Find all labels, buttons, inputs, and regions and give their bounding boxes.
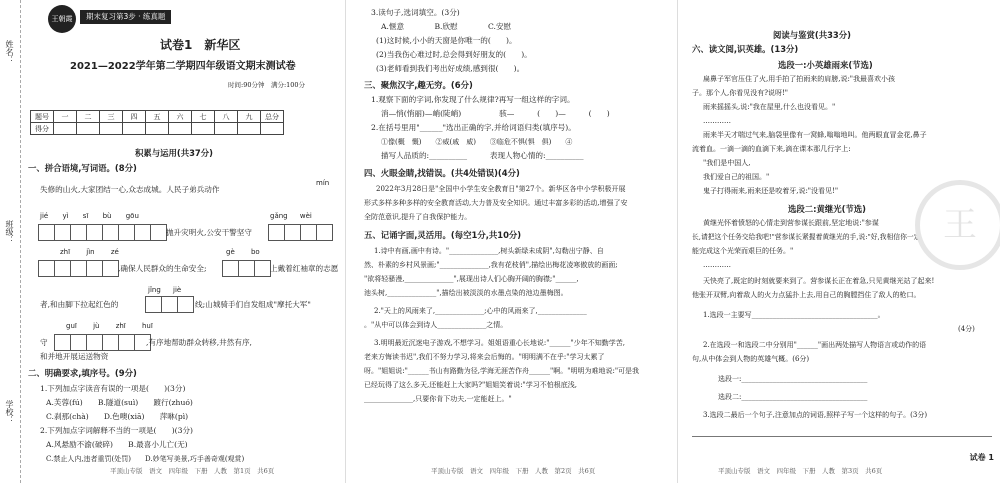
reading-1-line4: 雨来半天才喘过气来,脑袋里像有一窝蜂,嗡嗡地叫。他两眼直冒金花,鼻子 <box>703 131 927 139</box>
q6-3b: 老来方悔读书迟",我们不努力学习,将来会后悔的。"明明满不在乎:"学习太累了 <box>364 353 605 361</box>
reading-2-line5: 他张开双臂,向着敌人的火力点猛扑上去,用自己的胸膛挡住了敌人的枪口。 <box>692 291 921 299</box>
score-cell[interactable] <box>54 123 77 135</box>
section-five-title: 五、记诵字面,灵活用。(每空1分,共10分) <box>364 230 522 240</box>
q2-2-options-b: C.禁止人内,违者重罚(处罚) D.妙笔写美景,巧手善奇观(观赏) <box>46 455 245 463</box>
score-header-cell: 三 <box>100 111 123 123</box>
pinyin-min: mín <box>316 179 330 187</box>
q7-2: 2.在选段一和选段二中分别用"______"画出两处描写人物语言或动作的语 <box>703 341 927 349</box>
py: sī <box>82 212 89 220</box>
binding-margin <box>2 0 21 483</box>
score-header-cell: 六 <box>169 111 192 123</box>
review-banner: 期末复习第3步 · 练真题 <box>80 10 171 24</box>
pinyin-row3 <box>148 286 181 294</box>
score-header-cell: 总分 <box>261 111 284 123</box>
reading-1-title: 选段一:小英雄雨来(节选) <box>778 60 873 70</box>
page-footer: 平顶山专版 语文 四年级 下册 人教 第1页 共6页 <box>110 467 275 475</box>
py: jǐng <box>148 286 161 294</box>
q4-2-categories: 描写人品质的:__________ 表现人物心情的:__________ <box>381 151 584 160</box>
py: jié <box>40 212 49 220</box>
q7-2b: 句,从中体会到人物的英雄气概。(6分) <box>692 355 810 363</box>
reading-2-line3: 能完成这个光荣而艰巨的任务。" <box>692 247 794 255</box>
q3-item-2: (2)当我伤心难过时,总会得到好朋友的( )。 <box>376 50 532 59</box>
py: wèi <box>299 212 312 220</box>
reading-1-line2: 子。那个人,你看见没有?说呀!" <box>692 89 789 97</box>
q6-1d: 池头树,______________",描绘出被淡淡的水墨点染的池边墨梅图。 <box>364 289 568 297</box>
score-cell[interactable] <box>192 123 215 135</box>
reading-2-line4: 天快亮了,既定的时刻就要来到了。营参谋长正在着急,只见黄继光站了起来! <box>703 277 935 285</box>
pinyin-row4 <box>66 322 153 330</box>
page-footer: 平顶山专版 语文 四年级 下册 人教 第2页 共6页 <box>431 467 596 475</box>
reading-1-line1: 扁鼻子军官压住了火,用手拍了拍雨来的肩膀,说:"我最喜欢小孩 <box>703 75 896 83</box>
logo-text: 王朝霞 <box>51 15 73 23</box>
reading-2-dots: ………… <box>703 261 731 269</box>
pinyin-row1b <box>270 212 312 220</box>
score-header-cell: 题号 <box>31 111 54 123</box>
score-header-cell: 一 <box>54 111 77 123</box>
q7-2-answer-1[interactable]: 选段一:____________________________________ <box>718 375 868 383</box>
section-title-reading: 阅读与鉴赏(共33分) <box>773 30 851 40</box>
score-cell[interactable] <box>238 123 261 135</box>
score-row <box>31 123 284 135</box>
reading-2-line2: 长,请把这个任务交给我吧!"营参谋长紧握着黄继光的手,说:"好,我相信你一定 <box>692 233 921 241</box>
q3-item-1: (1)这时候,小小的天窗是你唯一的( )。 <box>376 36 517 45</box>
q5-para-3: 全防范意识,提升了自我保护能力。 <box>364 213 472 221</box>
score-table <box>30 110 284 135</box>
score-header-cell: 七 <box>192 111 215 123</box>
q4-2: 2.在括号里用"______"选出正确的字,并给词语归类(填序号)。 <box>371 123 576 132</box>
py: jiè <box>173 286 182 294</box>
q4-2-items: ①像(概 慨) ②威(戚 威) ③临危不惧(惧 俱) ④ <box>381 138 573 146</box>
score-header-cell: 九 <box>238 111 261 123</box>
py: jìn <box>86 248 95 256</box>
q1-text-line5: 守 <box>40 338 48 347</box>
q4-1: 1.观察下面的字词,你发现了什么规律?再写一组这样的字词。 <box>371 95 575 104</box>
q1-text-line1: 失修的山火,大家团结一心,众志成城。人民子弟兵动作 <box>40 185 220 194</box>
q5-para-1: 2022年3月28日是"全国中小学生安全教育日"第27个。新华区各中小学积极开展 <box>376 185 626 193</box>
reading-2-line1: 黄继光怀着愤怒的心情走到营参谋长跟前,坚定地说:"参谋 <box>703 219 879 227</box>
answer-grid[interactable] <box>38 224 166 241</box>
answer-grid[interactable] <box>54 334 150 351</box>
py: zhī <box>115 322 126 330</box>
score-cell[interactable] <box>77 123 100 135</box>
pinyin-row2b <box>226 248 260 256</box>
q7-3: 3.选段二最后一个句子,注意加点的词语,照样子写一个这样的句子。(3分) <box>703 411 928 419</box>
q2-1-options-b: C.刹那(chà) D.色噢(xiā) 萍咻(pì) <box>46 412 189 421</box>
q3-options: A.惬意 B.欣慰 C.安慰 <box>381 22 512 31</box>
py: bù <box>102 212 112 220</box>
school-label: 学校： <box>5 400 14 424</box>
q4-1-example: 消—悄(悄丽)—峭(陡峭) 骇— ( )— ( ) <box>381 109 610 118</box>
q1-text-line5b: ,有序地帮助群众转移,井然有序, <box>146 338 252 347</box>
q2-2-options-a: A.风悬励不渝(破碎) B.最喜小儿亡(无) <box>46 440 188 449</box>
q2-1-options-a: A.芙蓉(fú) B.隧道(suì) 踱行(zhuó) <box>46 398 193 407</box>
q1-text-line3: ,确保人民群众的生命安全; <box>118 264 207 273</box>
q6-3d: 已经玩得了这么多天,还能赶上大家吗?"姐姐笑着说:"学习不怕根底浅, <box>364 381 578 389</box>
score-cell: 得分 <box>31 123 54 135</box>
q6-3: 3.明明最近沉迷电子游戏,不想学习。姐姐语重心长地说:"______"少年不知勤学苦, <box>374 339 625 347</box>
q7-2-answer-2[interactable]: 选段二:____________________________________ <box>718 393 868 401</box>
q1-text-line4b: 线;山城骑手们自发组成"摩托大军" <box>195 300 311 309</box>
py: gōu <box>125 212 139 220</box>
answer-grid[interactable] <box>38 260 118 277</box>
q2-2: 2.下列加点字词解释不当的一项是( )(3分) <box>40 426 194 435</box>
q6-3e: ______________,只要你肯下功夫,一定能赶上。" <box>364 395 512 403</box>
q7-title: 六、读文阅,识英雄。(13分) <box>692 44 799 54</box>
py: zé <box>110 248 119 256</box>
page-2 <box>345 0 678 483</box>
q6-1b: 然、朴素的乡村风景画;"______________,我有花枝俏",描绘出梅花凌寒傲放的画面; <box>364 261 618 269</box>
class-label: 班级： <box>5 220 14 244</box>
reading-1-line3: 雨来摇摇头,说:"我在屋里,什么也没看见。" <box>703 103 836 111</box>
score-cell[interactable] <box>100 123 123 135</box>
reading-2-title: 选段二:黄继光(节选) <box>788 204 867 214</box>
page-1 <box>0 0 345 483</box>
q6-1c: "欲将轻骚漫,______________",展现出诗人们心胸开阔的胸襟;"______, <box>364 275 579 283</box>
py: yì <box>62 212 69 220</box>
q1-text-line6: 和并地开展运送物资 <box>40 352 109 361</box>
py: zhī <box>60 248 71 256</box>
section-three-title: 三、聚焦汉字,趣无穷。(6分) <box>364 80 473 90</box>
paper-title: 试卷1 新华区 <box>160 38 241 52</box>
pinyin-row1 <box>40 212 139 220</box>
q1-text-line2: 抛升灾明火,公安干警坚守 <box>166 228 252 237</box>
score-cell[interactable] <box>261 123 284 135</box>
py: gè <box>226 248 235 256</box>
score-cell[interactable] <box>169 123 192 135</box>
q2-1: 1.下列加点字读音有误的一项是( )(3分) <box>40 384 186 393</box>
q2-title: 二、明确要求,填序号。(9分) <box>28 368 137 378</box>
exam-title: 2021—2022学年第二学期四年级语文期末测试卷 <box>70 61 296 72</box>
score-cell[interactable] <box>215 123 238 135</box>
reading-1-line8: 鬼子打得雨来,雨来还是咬着牙,说:"没看见!" <box>703 187 839 195</box>
q6-3c: 呀。"姐姐说:"______书山有路勤为径,学海无涯苦作舟______"啊。"明明为难地说:"可是我 <box>364 367 640 375</box>
reading-1-line7: 我们爱自己的祖国。" <box>703 173 770 181</box>
score-header-cell: 四 <box>123 111 146 123</box>
q7-1: 1.选段一主要写____________________________________。 <box>703 311 885 319</box>
score-header-cell: 五 <box>146 111 169 123</box>
q1-text-line3b: 上戴着红袖章的志愿 <box>270 264 339 273</box>
name-label: 姓名： <box>5 40 14 64</box>
reading-1-line6: "我们是中国人, <box>703 159 751 167</box>
stamp-text: 王 <box>943 205 977 245</box>
py: jù <box>93 322 100 330</box>
page-footer: 平顶山专版 语文 四年级 下册 人教 第3页 共6页 <box>718 467 883 475</box>
reading-1-dots: ………… <box>703 117 731 125</box>
score-row <box>31 111 284 123</box>
py: huī <box>141 322 153 330</box>
time-score: 时间:90分钟 满分:100分 <box>228 81 306 89</box>
pinyin-row2 <box>60 248 119 256</box>
section-four-title: 四、火眼金睛,找错误。(共4处错误)(4分) <box>364 168 520 178</box>
answer-grid[interactable] <box>145 296 193 313</box>
brand-logo <box>48 5 76 33</box>
py: guī <box>66 322 77 330</box>
section-title-accumulation: 积累与运用(共37分) <box>135 148 213 158</box>
score-cell[interactable] <box>146 123 169 135</box>
q3-title: 3.读句子,选词填空。(3分) <box>371 8 460 17</box>
py: gǎng <box>270 212 288 220</box>
answer-line[interactable] <box>692 436 992 437</box>
score-header-cell: 二 <box>77 111 100 123</box>
q6-2b: 。"从中可以体会到诗人______________之情。 <box>364 321 508 329</box>
answer-grid[interactable] <box>222 260 270 277</box>
q6-1: 1.诗中有画,画中有诗。"______________,树头新绿未成阴",勾勒出宁静、自 <box>374 247 604 255</box>
reading-1-line5: 流着血。一滴一滴的血滴下来,滴在课本那几行字上: <box>692 145 851 153</box>
q6-2: 2."天上的风雨来了,______________;心中的风雨来了,______________ <box>374 307 587 315</box>
q1-title: 一、拼合语境,写词语。(8分) <box>28 163 137 173</box>
q3-item-3: (3)老师看到我们考出好成绩,感到很( )。 <box>376 64 525 73</box>
answer-grid[interactable] <box>268 224 332 241</box>
q5-para-2: 形式多样多种多样的安全教育活动,大力普及安全知识。通过丰富多彩的活动,增强了安 <box>364 199 628 207</box>
q7-1-score: (4分) <box>958 325 975 333</box>
score-cell[interactable] <box>123 123 146 135</box>
q1-text-line4: 者,和由脚下拉起红色的 <box>40 300 119 309</box>
score-header-cell: 八 <box>215 111 238 123</box>
py: bo <box>250 248 260 256</box>
watermark-stamp <box>915 180 1000 270</box>
paper-tag: 试卷 1 <box>969 453 994 462</box>
